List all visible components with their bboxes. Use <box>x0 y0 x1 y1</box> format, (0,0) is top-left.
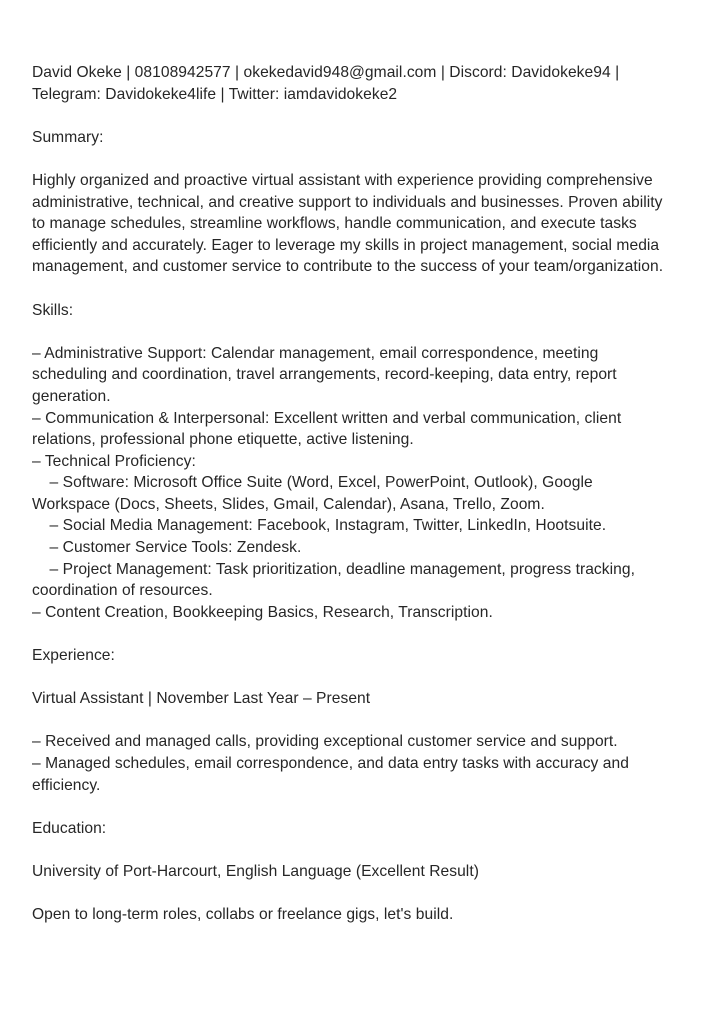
skills-section <box>32 300 702 624</box>
spacer <box>32 623 702 645</box>
spacer <box>32 278 702 300</box>
experience-line: efficiency. <box>32 776 101 794</box>
section-heading: Summary: <box>32 128 104 146</box>
spacer <box>32 148 702 170</box>
skill-line: coordination of resources. <box>32 582 213 600</box>
contact-header <box>32 62 702 105</box>
summary-line: management, and customer service to contribute to the success of your team/organization. <box>32 258 664 276</box>
job-title: Virtual Assistant | November Last Year – Present <box>32 690 371 708</box>
experience-line: – Managed schedules, email correspondence, and data entry tasks with accuracy and <box>32 755 629 772</box>
spacer <box>32 883 702 905</box>
skill-line: – Technical Proficiency: <box>32 452 196 470</box>
contact-line: Telegram: Davidokeke4life | Twitter: iamdavidokeke2 <box>32 85 398 103</box>
skill-line: – Content Creation, Bookkeeping Basics, Research, Transcription. <box>32 603 493 621</box>
skill-line: – Communication & Interpersonal: Excellent written and verbal communication, client <box>32 409 622 427</box>
skill-line: – Software: Microsoft Office Suite (Word, Excel, PowerPoint, Outlook), Google <box>32 474 593 492</box>
skill-line: generation. <box>32 387 111 405</box>
closing-statement: Open to long-term roles, collabs or freelance gigs, let's build. <box>32 906 454 924</box>
spacer <box>32 321 702 343</box>
spacer <box>32 839 702 861</box>
education-line: University of Port-Harcourt, English Language (Excellent Result) <box>32 862 479 880</box>
summary-line: efficiently and accurately. Eager to leverage my skills in project management, social media <box>32 236 660 254</box>
skill-line: Workspace (Docs, Sheets, Slides, Gmail, Calendar), Asana, Trello, Zoom. <box>32 495 545 513</box>
skill-line: scheduling and coordination, travel arrangements, record-keeping, data entry, report <box>32 366 617 384</box>
experience-section <box>32 645 702 796</box>
contact-line: David Okeke | 08108942577 | okekedavid948@gmail.com | Discord: Davidokeke94 | <box>32 64 620 81</box>
summary-section <box>32 127 702 278</box>
resume-document <box>32 62 702 926</box>
summary-line: administrative, technical, and creative support to individuals and businesses. Proven ability <box>32 193 663 211</box>
skill-line: – Social Media Management: Facebook, Instagram, Twitter, LinkedIn, Hootsuite. <box>32 517 607 535</box>
summary-line: to manage schedules, streamline workflows, handle communication, and execute tasks <box>32 215 637 233</box>
experience-line: – Received and managed calls, providing exceptional customer service and support. <box>32 733 618 751</box>
skill-line: – Customer Service Tools: Zendesk. <box>32 539 302 557</box>
spacer <box>32 796 702 818</box>
spacer <box>32 710 702 732</box>
skill-line: – Administrative Support: Calendar management, email correspondence, meeting <box>32 344 599 362</box>
section-heading: Experience: <box>32 647 115 665</box>
spacer <box>32 667 702 689</box>
education-section <box>32 818 702 883</box>
summary-line: Highly organized and proactive virtual assistant with experience providing comprehensive <box>32 171 653 189</box>
skill-line: – Project Management: Task prioritization, deadline management, progress tracking, <box>32 560 635 578</box>
skill-line: relations, professional phone etiquette, active listening. <box>32 431 414 449</box>
section-heading: Skills: <box>32 301 74 319</box>
spacer <box>32 105 702 127</box>
section-heading: Education: <box>32 819 107 837</box>
